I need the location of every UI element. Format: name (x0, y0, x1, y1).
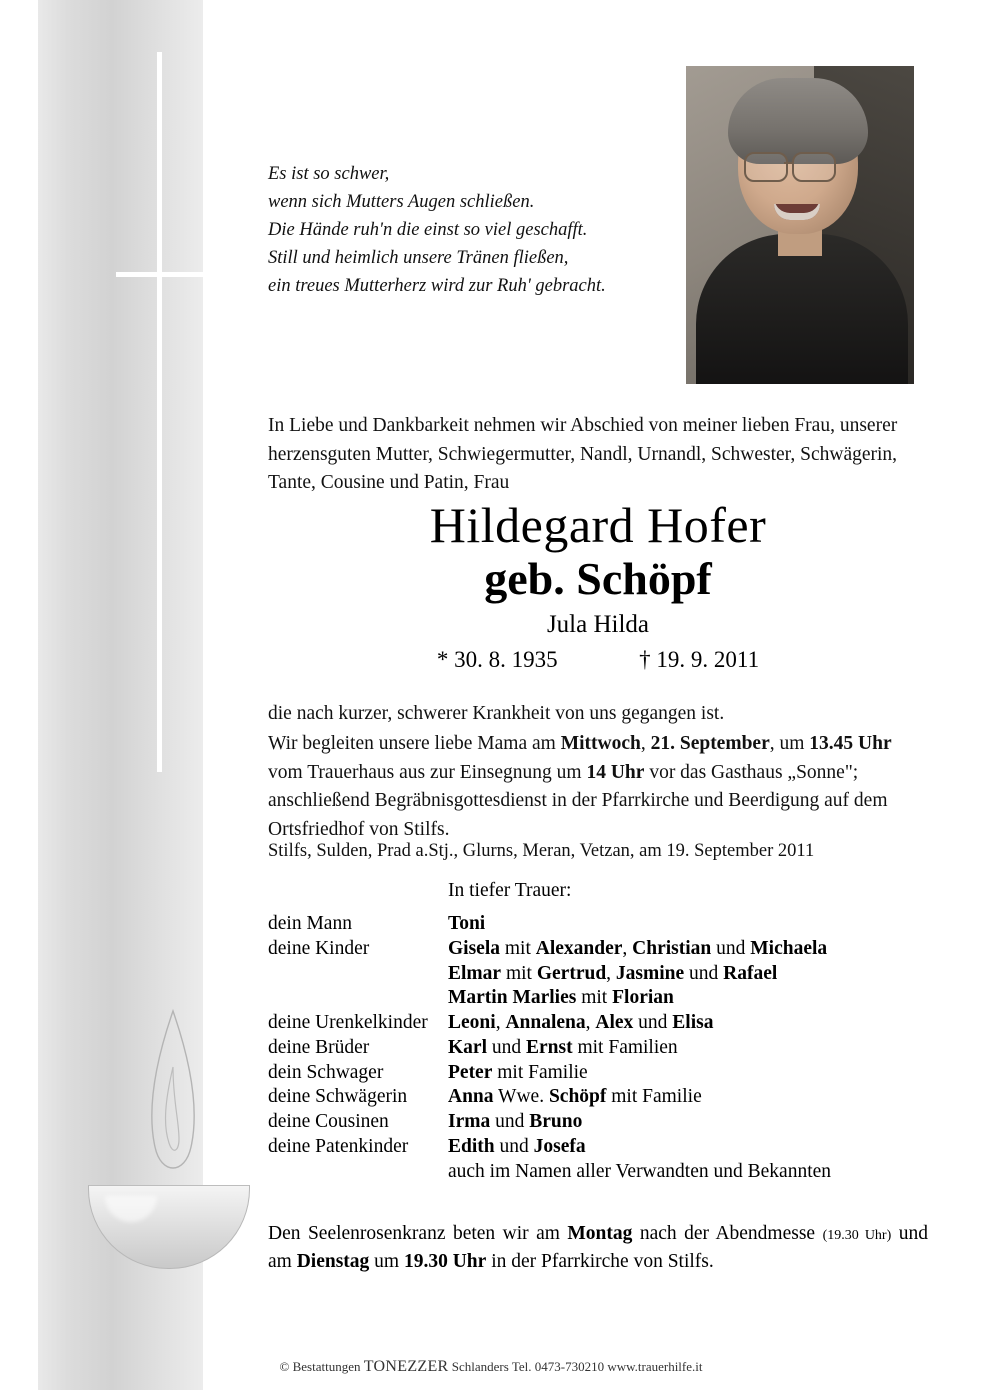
family-relation: deine Patenkinder (268, 1135, 409, 1157)
rosary-text-2: nach der Abendmesse (632, 1223, 823, 1244)
funeral-time: 13.45 Uhr (809, 733, 892, 754)
family-row (268, 1135, 928, 1160)
funeral-sep: , (640, 733, 651, 754)
family-names: Toni (448, 913, 486, 934)
rosary-day-1: Montag (567, 1223, 633, 1244)
cross-icon (157, 52, 162, 772)
rosary-time-note: (19.30 Uhr) (822, 1228, 892, 1243)
poem-line: Die Hände ruh'n die einst so viel geschafft. (268, 220, 588, 241)
family-row (268, 1061, 928, 1086)
family-row (268, 912, 928, 937)
family-names: Elmar mit Gertrud, Jasmine und Rafael (448, 962, 778, 984)
family-names: Peter mit Familie (448, 1061, 588, 1083)
family-names: Gisela mit Alexander, Christian und Michaela (448, 937, 828, 959)
footer-copyright: © Bestattungen (279, 1359, 364, 1374)
family-relation: dein Schwager (268, 1061, 384, 1083)
funeral-details (268, 730, 928, 845)
family-names: Irma und Bruno (448, 1111, 583, 1132)
family-names: Anna Wwe. Schöpf mit Familie (448, 1086, 702, 1108)
cross-icon-crossbar (116, 272, 204, 277)
family-row (268, 962, 928, 987)
footer-brand: TONEZZER (363, 1358, 449, 1375)
family-row (268, 1160, 928, 1185)
family-row (268, 986, 928, 1011)
family-names: Karl und Ernst mit Familien (448, 1036, 678, 1058)
funeral-date: 21. September (650, 733, 770, 754)
family-row (268, 1036, 928, 1061)
family-relation: deine Schwägerin (268, 1086, 408, 1108)
rosary-text-5: in der Pfarrkirche von Stilfs. (486, 1251, 714, 1273)
family-relation: deine Urenkelkinder (268, 1012, 428, 1033)
deceased-name: Hildegard Hofer (429, 497, 767, 553)
family-relation: dein Mann (268, 913, 352, 934)
funeral-day: Mittwoch (560, 733, 641, 754)
content-column (268, 0, 928, 1390)
poem-line: ein treues Mutterherz wird zur Ruh' gebracht. (268, 276, 606, 297)
funeral-text-3: vom Trauerhaus aus zur Einsegnung um (268, 761, 587, 783)
funeral-text-2: , um (769, 733, 810, 754)
rosary-paragraph (268, 1220, 928, 1277)
places-line: Stilfs, Sulden, Prad a.Stj., Glurns, Meran, Vetzan, am 19. September 2011 (268, 841, 815, 861)
footer (0, 1358, 982, 1376)
birth-date: * 30. 8. 1935 (436, 646, 558, 672)
candle-flame-icon (143, 1005, 203, 1195)
family-relation: deine Brüder (268, 1036, 370, 1058)
intro-paragraph: In Liebe und Dankbarkeit nehmen wir Abschied von meiner lieben Frau, unserer herzensguten Mutter, Schwiegermutter, Nandl, Urnandl, Schwester, Schwägerin, Tante, Cousine und Patin, Frau (268, 415, 898, 494)
family-row (268, 1110, 928, 1135)
decorative-left-band (38, 0, 203, 1390)
poem-verse (268, 160, 658, 301)
mourning-title: In tiefer Trauer: (448, 880, 572, 901)
blessing-time: 14 Uhr (586, 761, 645, 783)
family-names: Edith und Josefa (448, 1135, 586, 1157)
deceased-maiden-name: geb. Schöpf (484, 553, 712, 604)
deceased-nickname: Jula Hilda (546, 610, 650, 638)
death-date: † 19. 9. 2011 (639, 646, 760, 672)
funeral-text-1: Wir begleiten unsere liebe Mama am (268, 733, 561, 754)
footer-contact: Schlanders Tel. 0473-730210 www.trauerhilfe.it (448, 1359, 703, 1374)
family-relation: deine Cousinen (268, 1111, 389, 1132)
candle-bowl (88, 1185, 250, 1269)
poem-line: Es ist so schwer, (268, 164, 390, 184)
family-row (268, 937, 928, 962)
illness-line: die nach kurzer, schwerer Krankheit von uns gegangen ist. (268, 703, 725, 724)
life-dates (268, 647, 928, 673)
rosary-time-2: 19.30 Uhr (403, 1251, 487, 1273)
family-list (268, 912, 928, 1184)
poem-line: Still und heimlich unsere Tränen fließen, (268, 248, 569, 269)
family-relation: deine Kinder (268, 937, 370, 959)
family-names: Martin Marlies mit Florian (448, 987, 674, 1009)
family-names: auch im Namen aller Verwandten und Bekannten (448, 1160, 832, 1182)
deceased-name-block (268, 498, 928, 673)
rosary-text-1: Den Seelenrosenkranz beten wir am (268, 1223, 568, 1244)
rosary-day-2: Dienstag (296, 1251, 370, 1273)
rosary-text-4: um (369, 1251, 404, 1273)
portrait-photo (686, 66, 914, 384)
poem-line: wenn sich Mutters Augen schließen. (268, 192, 535, 213)
family-names: Leoni, Annalena, Alex und Elisa (448, 1012, 714, 1033)
family-row (268, 1011, 928, 1036)
family-row (268, 1085, 928, 1110)
funeral-text-4: vor das Gasthaus „Sonne"; anschließend Begräbnisgottesdienst in der Pfarrkirche und Beerdigung auf dem Ortsfriedhof von Stilfs. (268, 761, 888, 840)
rosary-text-3: und am (268, 1223, 928, 1273)
